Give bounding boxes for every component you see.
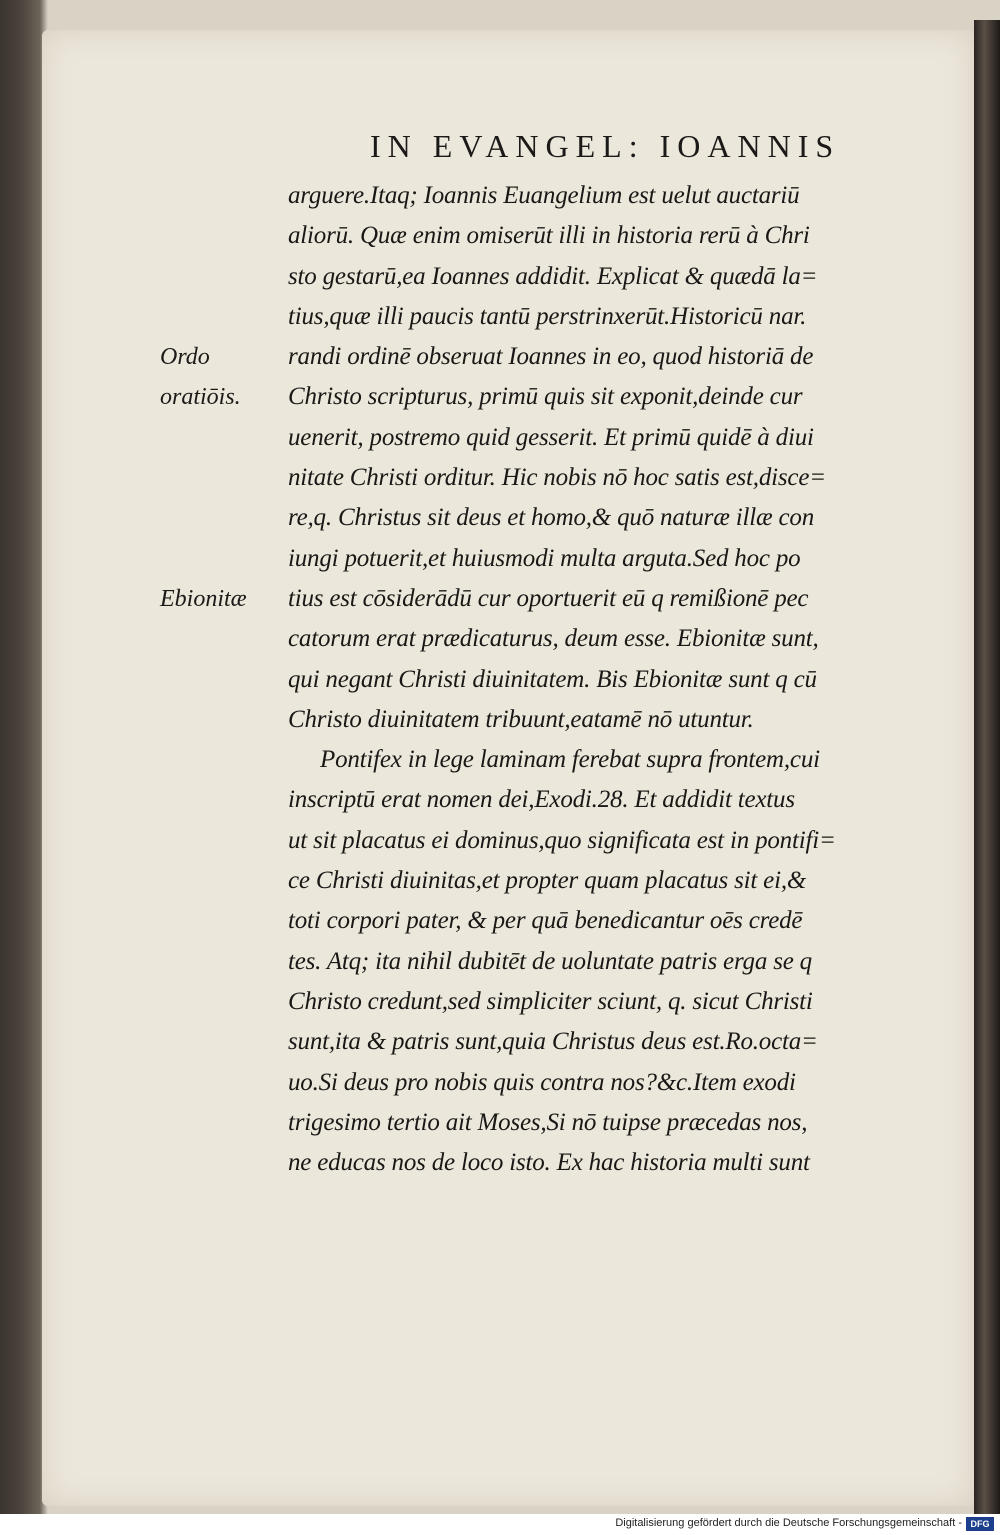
text-line: tius,quæ illi paucis tantū perstrinxerūt.Historicū nar. [288, 302, 807, 330]
text-line: ne educas nos de loco isto. Ex hac historia multi sunt [288, 1149, 810, 1177]
text-line: uenerit, postremo quid gesserit. Et primū quidē à diui [288, 423, 814, 451]
text-line: tius est cōsiderādū cur oportuerit eū q remißionē pec [288, 584, 809, 612]
text-line: inscriptū erat nomen dei,Exodi.28. Et addidit textus [288, 786, 795, 814]
text-line: ut sit placatus ei dominus,quo significata est in pontifi= [288, 826, 836, 854]
margin-note-orationis: oratiōis. [160, 384, 241, 410]
text-line: toti corpori pater, & per quā benedicantur oēs credē [288, 907, 803, 935]
text-line: uo.Si deus pro nobis quis contra nos?&c.Item exodi [288, 1068, 796, 1096]
text-line: iungi potuerit,et huiusmodi multa arguta.Sed hoc po [288, 544, 801, 572]
text-line: sto gestarū,ea Ioannes addidit. Explicat & quædā la= [288, 262, 818, 290]
text-line: re,q. Christus sit deus et homo,& quō naturæ illæ con [288, 504, 814, 532]
text-line-paragraph-start: Pontifex in lege laminam ferebat supra frontem,cui [320, 746, 820, 774]
text-line: catorum erat prædicaturus, deum esse. Ebionitæ sunt, [288, 625, 819, 653]
text-line: trigesimo tertio ait Moses,Si nō tuipse præcedas nos, [288, 1108, 808, 1136]
text-line: Christo credunt,sed simpliciter sciunt, q. sicut Christi [288, 987, 813, 1015]
dfg-logo: DFG [966, 1517, 994, 1531]
text-line: tes. Atq; ita nihil dubitēt de uoluntate patris erga se q [288, 947, 812, 975]
funding-credit: Digitalisierung gefördert durch die Deutsche Forschungsgemeinschaft - [615, 1517, 962, 1529]
text-line: sunt,ita & patris sunt,quia Christus deus est.Ro.octa= [288, 1028, 818, 1056]
text-line: randi ordinē obseruat Ioannes in eo, quod historiā de [288, 343, 814, 371]
book-spine-edge [974, 20, 1000, 1514]
text-line: aliorū. Quæ enim omiserūt illi in historia rerū à Chri [288, 222, 810, 250]
text-line: ce Christi diuinitas,et propter quam placatus sit ei,& [288, 867, 807, 895]
text-line: nitate Christi orditur. Hic nobis nō hoc satis est,disce= [288, 464, 826, 492]
text-line: Christo scripturus, primū quis sit exponit,deinde cur [288, 383, 803, 411]
text-line: arguere.Itaq; Ioannis Euangelium est uelut auctariū [288, 182, 800, 209]
margin-note-ordo: Ordo [160, 344, 210, 370]
text-line: qui negant Christi diuinitatem. Bis Ebionitæ sunt q cū [288, 665, 817, 693]
text-line: Christo diuinitatem tribuunt,eatamē nō utuntur. [288, 705, 754, 733]
digitization-footer [0, 1514, 1000, 1535]
margin-note-ebionitae: Ebionitæ [160, 586, 247, 612]
body-text [288, 176, 938, 1183]
running-head: IN EVANGEL: IOANNIS [370, 128, 841, 164]
